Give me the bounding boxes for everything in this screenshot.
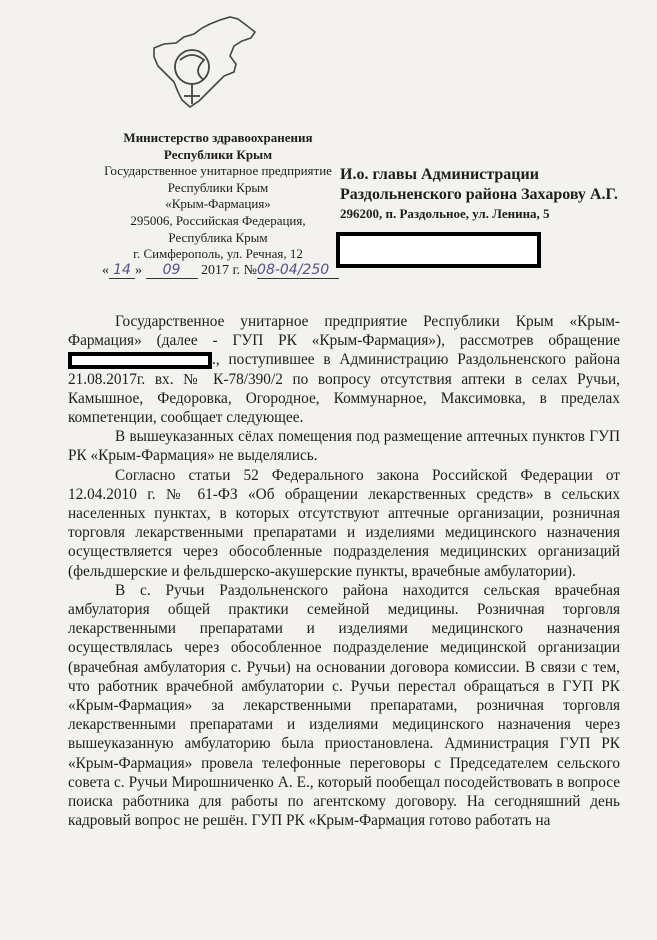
recipient-name: Раздольненского района Захарову А.Г. [340,186,618,203]
date-month: 09 [146,262,198,279]
ministry-region: Республики Крым [163,146,273,162]
paragraph-3: Согласно статьи 52 Федерального закона Российской Федерации от 12.04.2010 г. № 61-ФЗ «Об обращении лекарственных средств» в сельских населенных пунктах, в которых отсутствуют аптечные организации, розничная торговля лекарственными препаратами и изделиями медицинского назначения осуществляется через обособленные подразделения медицинских организаций (фельдшерские и фельдшерско-акушерские пункты, врачебные амбулатории). [68,466,620,580]
org-name: Государственное унитарное предприятие [104,163,332,179]
sender-block [96,130,340,263]
paragraph-4: В с. Ручьи Раздольненского района находится сельская врачебная амбулатория общей практики семейной медицины. Розничная торговля лекарственными препаратами и изделиями медицинского назначения осуществлялась через обособленное подразделение медицинской организации (врачебная амбулатория с. Ручьи) на основании договора комиссии. В связи с тем, что работник врачебной амбулатории с. Ручьи перестал обращаться в ГУП РК «Крым-Фармация» за лекарственными препаратами, розничная торговля лекарственными препаратами и изделиями медицинского назначения через вышеуказанную амбулаторию была приостановлена. Администрация ГУП РК «Крым-Фармация» провела телефонные переговоры с Председателем сельского совета с. Ручьи Мирошниченко А. Е., который пообещал посодействовать в вопросе поиска работника для работы по агентскому договору. На сегодняшний день кадровый вопрос не решён. ГУП РК «Крым-Фармация готово работать на [68,581,620,830]
date-day: 14 [109,262,135,279]
crimea-pharmacy-logo [150,14,260,118]
date-open-quote: « [102,263,109,278]
sender-street: г. Симферополь, ул. Речная, 12 [133,246,303,262]
org-region: Республики Крым [167,179,269,195]
recipient-title: И.о. главы Администрации [340,166,539,183]
letter-number: 08-04/250 [257,262,339,279]
paragraph-2: В вышеуказанных сёлах помещения под размещение аптечных пунктов ГУП РК «Крым-Фармация» не выделялись. [68,428,620,465]
number-label: № [243,263,258,278]
letter-body [68,312,620,830]
recipient-block [340,165,640,222]
redaction-box-inner [340,236,537,264]
redaction-inline [68,352,212,369]
recipient-address: 296200, п. Раздольное, ул. Ленина, 5 [340,206,550,221]
date-number-line [102,262,339,279]
paragraph-1 [68,312,620,427]
org-brand: «Крым-Фармация» [165,196,271,212]
ministry-name: Министерство здравоохранения [123,130,313,145]
sender-postcode: 295006, Российская Федерация, [130,212,306,228]
sender-republic: Республика Крым [168,229,268,245]
date-year: 2017 г. [201,263,241,278]
paragraph-1-start: Государственное унитарное предприятие Республики Крым «Крым-Фармация» (далее - ГУП РК «Крым-Фармация»), рассмотрев обращение [68,313,620,350]
date-close-quote: » [135,263,142,278]
paragraph-1-end: ., поступившее в Администрацию Раздольненского района 21.08.2017г. вх. № К-78/390/2 по вопросу отсутствия аптеки в селах Ручьи, Камышное, Федоровка, Огородное, Коммунарное, Максимовка, в пределах компетенции, сообщает следующее. [68,351,620,427]
